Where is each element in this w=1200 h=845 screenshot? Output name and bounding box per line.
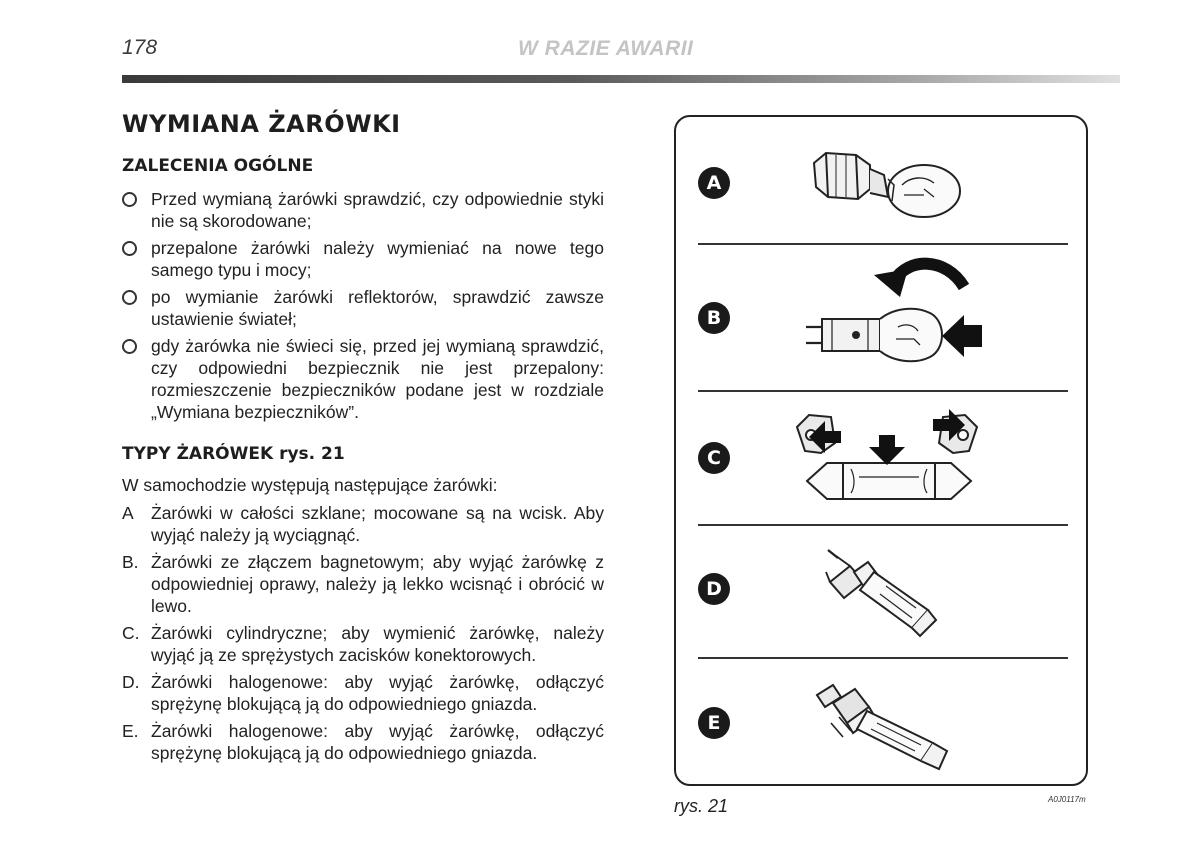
badge-d: D (698, 573, 730, 605)
bullet-item (122, 335, 604, 423)
page-title: WYMIANA ŻARÓWKI (122, 110, 401, 138)
header-rule (122, 75, 1120, 83)
bayonet-bulb-icon (796, 257, 986, 372)
panel-divider (698, 390, 1068, 392)
bullet-item (122, 286, 604, 330)
circle-bullet-icon (122, 192, 137, 207)
circle-bullet-icon (122, 290, 137, 305)
panel-divider (698, 243, 1068, 245)
badge-e: E (698, 707, 730, 739)
badge-c: C (698, 442, 730, 474)
item-text: Żarówki halogenowe: aby wyjąć żarówkę, odłączyć sprężynę blokującą ją do odpowiedniego gniazda. (151, 672, 604, 714)
text-column (122, 110, 604, 769)
figure-caption: rys. 21 (674, 796, 729, 816)
bullet-text: przepalone żarówki należy wymieniać na nowe tego samego typu i mocy; (151, 238, 604, 280)
panel-divider (698, 524, 1068, 526)
bullet-item (122, 188, 604, 232)
item-letter: A (122, 503, 134, 523)
item-text: Żarówki ze złączem bagnetowym; aby wyjąć żarówkę z odpowiedniej oprawy, należy ją lekko wcisnąć i obrócić w lewo. (151, 552, 604, 616)
wedge-bulb-icon (806, 139, 966, 229)
badge-b: B (698, 302, 730, 334)
circle-bullet-icon (122, 339, 137, 354)
section-title-general: ZALECENIA OGÓLNE (122, 156, 314, 176)
bullet-text: po wymianie żarówki reflektorów, sprawdzić zawsze ustawienie świateł; (151, 287, 604, 329)
bulb-type-item (122, 551, 604, 617)
halogen-h7-bulb-icon (816, 542, 956, 652)
bulb-type-item (122, 720, 604, 764)
item-letter: C. (122, 623, 140, 643)
figure-panel (674, 115, 1088, 786)
bullet-item (122, 237, 604, 281)
item-text: Żarówki w całości szklane; mocowane są na wcisk. Aby wyjąć należy ją wyciągnąć. (151, 503, 604, 545)
section-title-bulb-types: TYPY ŻARÓWEK rys. 21 (122, 444, 345, 464)
festoon-bulb-icon (791, 405, 991, 505)
bulb-type-item (122, 671, 604, 715)
bullet-text: Przed wymianą żarówki sprawdzić, czy odpowiednie styki nie są skorodowane; (151, 189, 604, 231)
item-letter: D. (122, 672, 140, 692)
circle-bullet-icon (122, 241, 137, 256)
item-letter: E. (122, 721, 139, 741)
item-text: Żarówki halogenowe: aby wyjąć żarówkę, odłączyć sprężynę blokującą ją do odpowiedniego gniazda. (151, 721, 604, 763)
figure-code: A0J0117m (1048, 795, 1086, 804)
page-number: 178 (122, 36, 158, 59)
panel-divider (698, 657, 1068, 659)
badge-a: A (698, 167, 730, 199)
bullet-text: gdy żarówka nie świeci się, przed jej wymianą sprawdzić, czy odpowiedni bezpiecznik nie jest przepalony: rozmieszczenie bezpieczników podane jest w rozdziale „Wymiana bezpieczników”. (151, 336, 604, 422)
section-header: W RAZIE AWARII (518, 37, 694, 60)
bulb-type-item (122, 622, 604, 666)
bulb-type-item (122, 502, 604, 546)
intro-text: W samochodzie występują następujące żarówki: (122, 475, 498, 495)
halogen-h1-bulb-icon (811, 677, 961, 777)
item-text: Żarówki cylindryczne; aby wymienić żarówkę, należy wyjąć ją ze sprężystych zacisków konektorowych. (151, 623, 604, 665)
item-letter: B. (122, 552, 139, 572)
